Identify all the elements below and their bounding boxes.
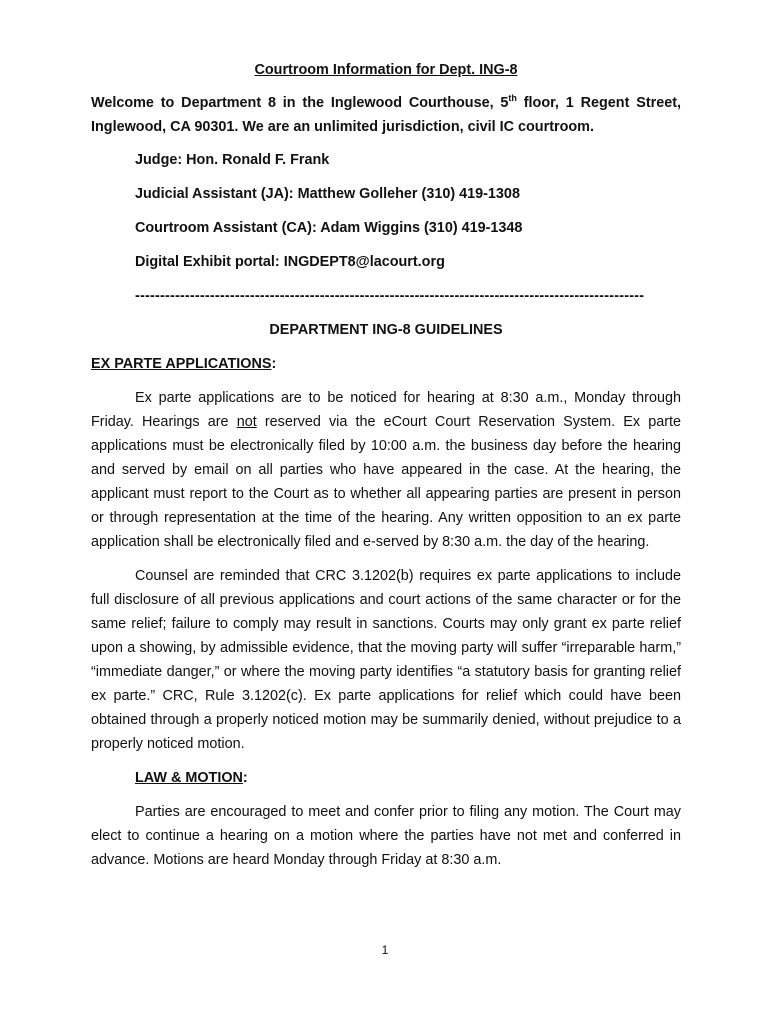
law-motion-heading-colon: : [242, 770, 248, 786]
law-motion-heading [135, 766, 681, 790]
divider-line: ------------------------------------------------------------------------------------------------------ [135, 288, 645, 304]
courtroom-assistant-line: Courtroom Assistant (CA): Adam Wiggins (310) 419-1348 [135, 220, 523, 236]
guidelines-heading: DEPARTMENT ING-8 GUIDELINES [269, 322, 503, 338]
welcome-superscript: th [508, 93, 517, 104]
ex-parte-p1-text-a: Ex parte applications are to be noticed for hearing at 8:30 a.m., Monday through Friday. Hearings are [91, 390, 681, 430]
ex-parte-heading-text: EX PARTE APPLICATIONS [91, 356, 272, 372]
welcome-text-1: Welcome to Department 8 in the Inglewood Courthouse, 5 [91, 95, 509, 111]
law-motion-heading-text: LAW & MOTION [135, 770, 243, 786]
judge-line: Judge: Hon. Ronald F. Frank [135, 152, 330, 168]
ex-parte-heading-colon: : [271, 356, 277, 372]
law-motion-paragraph-1: Parties are encouraged to meet and confer prior to filing any motion. The Court may elect to continue a hearing on a motion where the parties have not met and conferred in advance. Motions are heard Monday through Friday at 8:30 a.m. [91, 804, 681, 868]
ex-parte-p1-not: not [236, 414, 257, 430]
ex-parte-p1-text-b: reserved via the eCourt Court Reservation System. Ex parte applications must be electronically filed by 10:00 a.m. the business day before the hearing and served by email on all parties who have appeared in the case. At the hearing, the applicant must report to the Court as to whether all appearing parties are present in person or through representation at the time of the hearing. Any written opposition to an ex parte application shall be electronically filed and e-served by 8:30 a.m. the day of the hearing. [91, 414, 681, 550]
ex-parte-paragraph-2: Counsel are reminded that CRC 3.1202(b) requires ex parte applications to include full disclosure of all previous applications and court actions of the same character or for the same relief; failure to comply may result in sanctions. Courts may only grant ex parte relief upon a showing, by admissible evidence, that the moving party will suffer “irreparable harm,” “immediate danger,” or where the moving party identifies “a statutory basis for granting relief ex parte.” CRC, Rule 3.1202(c). Ex parte applications for relief which could have been obtained through a properly noticed motion may be summarily denied, without prejudice to a properly noticed motion. [91, 568, 681, 752]
ex-parte-paragraph-1 [91, 386, 681, 554]
exhibit-portal-line: Digital Exhibit portal: INGDEPT8@lacourt.org [135, 254, 445, 270]
welcome-paragraph [91, 91, 681, 139]
welcome-text-2: floor, 1 Regent Street, Inglewood, CA 90301. We are an unlimited jurisdiction, civil IC courtroom. [91, 95, 682, 135]
judicial-assistant-line: Judicial Assistant (JA): Matthew Golleher (310) 419-1308 [135, 186, 520, 202]
page-number: 1 [381, 943, 389, 957]
document-body [91, 58, 681, 882]
page-title: Courtroom Information for Dept. ING-8 [254, 62, 518, 78]
ex-parte-heading [91, 352, 681, 376]
